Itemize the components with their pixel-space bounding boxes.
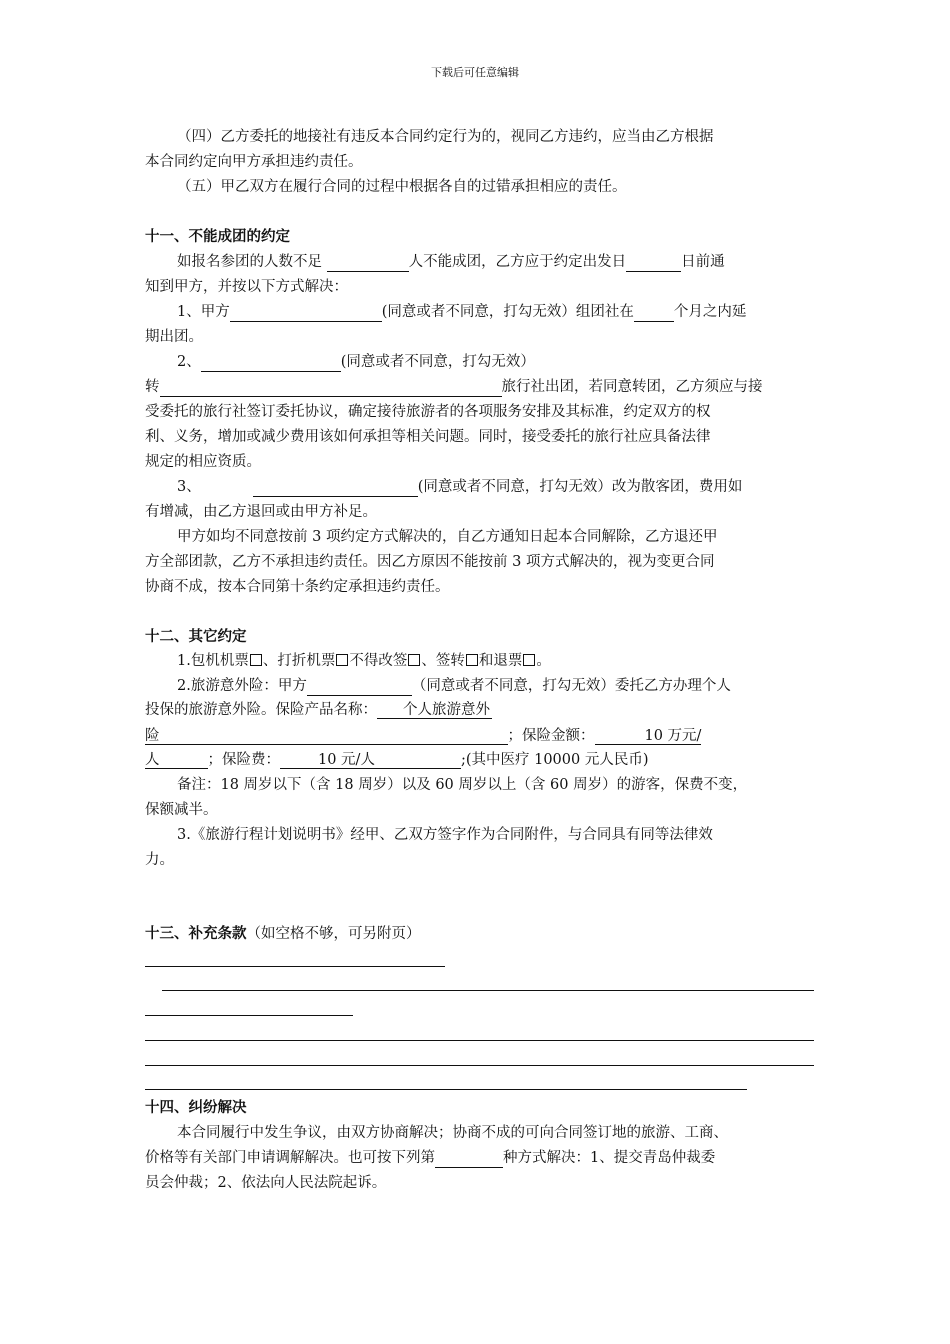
notice-days-blank[interactable] [626, 255, 681, 272]
s11-option2-line3: 受委托的旅行社签订委托协议，确定接待旅游者的各项服务安排及其标准，约定双方的权 [145, 404, 711, 420]
transfer-agency-blank[interactable] [160, 380, 502, 397]
s11-p1-line1: 如报名参团的人数不足 人不能成团，乙方应于约定出发日 日前通 [177, 254, 725, 270]
s12-item2-line1: 2.旅游意外险：甲方 （同意或者不同意，打勾无效）委托乙方办理个人 [177, 678, 731, 694]
option3-consent-blank[interactable] [253, 480, 418, 497]
supplement-line-3[interactable] [145, 1015, 353, 1016]
supplement-line-1[interactable] [145, 966, 445, 967]
supplement-line-6[interactable] [145, 1089, 747, 1090]
option1-months-blank[interactable] [634, 305, 674, 322]
s11-option1-line2: 期出团。 [145, 329, 203, 345]
clause-10-5: （五）甲乙双方在履行合同的过程中根据各自的过错承担相应的责任。 [177, 179, 627, 195]
insurance-consent-blank[interactable] [307, 679, 412, 696]
s11-option2-line5: 规定的相应资质。 [145, 454, 261, 470]
s11-option2-line4: 利、义务，增加或减少费用该如何承担等相关问题。同时，接受委托的旅行社应具备法律 [145, 429, 711, 445]
s11-option1-line1: 1、甲方 (同意或者不同意，打勾无效）组团社在 个月之内延 [177, 304, 747, 320]
supplement-line-2[interactable] [162, 990, 814, 991]
clause-10-4-line2: 本合同约定向甲方承担违约责任。 [145, 154, 363, 170]
s11-option2-line2: 转 旅行社出团，若同意转团，乙方须应与接 [145, 379, 763, 395]
s12-item2-line2: 投保的旅游意外险。保险产品名称： 个人旅游意外 [145, 702, 490, 718]
page-header: 下载后可任意编辑 [431, 66, 519, 79]
section-11-title: 十一、不能成团的约定 [145, 229, 290, 245]
charter-ticket-checkbox[interactable] [250, 654, 262, 666]
no-change-checkbox[interactable] [408, 654, 420, 666]
section-13-title: 十三、补充条款（如空格不够，可另附页） [145, 926, 421, 942]
s12-item3-line1: 3.《旅游行程计划说明书》经甲、乙双方签字作为合同附件，与合同具有同等法律效 [177, 827, 713, 843]
s12-item1: 1.包机机票 、打折机票 不得改签 、签转 和退票 。 [177, 653, 551, 669]
s14-line1: 本合同履行中发生争议，由双方协商解决；协商不成的可向合同签订地的旅游、工商、 [177, 1125, 728, 1141]
min-people-blank[interactable] [327, 255, 409, 272]
endorse-checkbox[interactable] [466, 654, 478, 666]
s12-item3-line2: 力。 [145, 852, 174, 868]
s11-p2-line1: 甲方如均不同意按前 3 项约定方式解决的，自乙方通知日起本合同解除，乙方退还甲 [177, 529, 718, 545]
insurance-amount-cont: 人 [145, 752, 208, 769]
s12-item2-line4: 人 ；保险费： 10 元/人 ;(其中医疗 10000 元人民币) [145, 752, 649, 768]
option2-consent-blank[interactable] [201, 355, 341, 372]
s12-note-line1: 备注：18 周岁以下（含 18 周岁）以及 60 周岁以上（含 60 周岁）的游客，保费不变， [177, 777, 748, 793]
insurance-product-name: 个人旅游意外 [377, 702, 492, 719]
discount-ticket-checkbox[interactable] [336, 654, 348, 666]
s11-option2-line1: 2、 (同意或者不同意，打勾无效） [177, 354, 535, 370]
s14-line2: 价格等有关部门申请调解解决。也可按下列第 种方式解决：1、提交青岛仲裁委 [145, 1150, 716, 1166]
s11-option3-line1: 3、 (同意或者不同意，打勾无效）改为散客团，费用如 [177, 479, 743, 495]
s11-p2-line3: 协商不成，按本合同第十条约定承担违约责任。 [145, 579, 450, 595]
refund-checkbox[interactable] [523, 654, 535, 666]
s12-note-line2: 保额减半。 [145, 802, 218, 818]
insurance-product-name-cont: 险 [145, 728, 508, 745]
section-12-title: 十二、其它约定 [145, 629, 247, 645]
option1-consent-blank[interactable] [230, 305, 382, 322]
s11-option3-line2: 有增减，由乙方退回或由甲方补足。 [145, 504, 377, 520]
supplement-line-5[interactable] [145, 1065, 814, 1066]
insurance-amount: 10 万元/ [595, 728, 702, 745]
supplement-line-4[interactable] [145, 1040, 814, 1041]
dispute-method-blank[interactable] [435, 1151, 503, 1168]
s11-p1-line2: 知到甲方，并按以下方式解决： [145, 279, 348, 295]
section-14-title: 十四、纠纷解决 [145, 1100, 247, 1116]
s14-line3: 员会仲裁；2、依法向人民法院起诉。 [145, 1175, 387, 1191]
s12-item2-line3: 险 ；保险金额： 10 万元/ [145, 728, 702, 744]
insurance-fee: 10 元/人 [280, 752, 461, 769]
s11-p2-line2: 方全部团款，乙方不承担违约责任。因乙方原因不能按前 3 项方式解决的，视为变更合同 [145, 554, 715, 570]
clause-10-4-line1: （四）乙方委托的地接社有违反本合同约定行为的，视同乙方违约，应当由乙方根据 [177, 129, 714, 145]
